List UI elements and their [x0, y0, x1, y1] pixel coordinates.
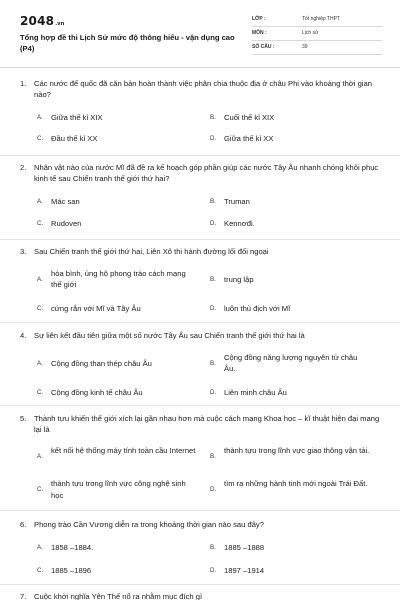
document-meta	[252, 14, 382, 56]
option-text: 1885 –1888	[224, 543, 265, 553]
question-text: Phong trào Cần Vương diễn ra trong khoảng thời gian nào sau đây?	[34, 520, 264, 529]
option-text: thành tựu trong lĩnh vực giao thông vận tải.	[224, 446, 370, 456]
question-divider	[0, 405, 400, 406]
option-letter: C.	[37, 486, 44, 494]
answer-options	[20, 108, 382, 146]
option-letter: D.	[210, 135, 217, 143]
question-text: Các nước đế quốc đã căn bản hoàn thành việc phân chia thuộc địa ở châu Phi vào khoảng thời gian nào?	[34, 79, 372, 100]
meta-label: SỐ CÂU :	[252, 44, 275, 50]
option-text: kết nối hệ thống máy tính toàn cầu Internet	[51, 446, 196, 456]
option-letter: D.	[210, 305, 217, 313]
question-divider	[0, 239, 400, 240]
option-text: cứng rắn với Mĩ và Tây Âu	[51, 304, 141, 314]
question-text: Cuộc khởi nghĩa Yên Thế nổ ra nhằm mục đích gì	[34, 592, 203, 600]
question-divider	[0, 322, 400, 323]
question-6	[20, 519, 382, 582]
question-4	[20, 330, 382, 405]
option-letter: D.	[210, 389, 217, 397]
option-text: Mác san	[51, 197, 80, 207]
question-3	[20, 246, 382, 321]
question-stem	[20, 330, 382, 341]
option-text: Đầu thế kỉ XX	[51, 134, 98, 144]
question-text: Sau Chiến tranh thế giới thứ hai, Liên Xô thi hành đường lối đối ngoại	[34, 247, 269, 256]
option-letter: B.	[210, 453, 216, 461]
question-number: 7.	[20, 592, 27, 600]
option-text: Rudoven	[51, 219, 82, 229]
answer-options	[20, 265, 382, 321]
option-letter: C.	[37, 305, 44, 313]
option-letter: B.	[210, 198, 216, 206]
meta-row-count	[252, 42, 382, 55]
option-letter: D.	[210, 567, 217, 575]
option-letter: A.	[37, 276, 43, 284]
question-stem	[20, 519, 382, 530]
option-letter: C.	[37, 220, 44, 228]
option-letter: B.	[210, 360, 216, 368]
question-text: Nhân vật nào của nước Mĩ đã đề ra kế hoạch góp phần giúp các nước Tây Âu nhanh chóng khôi phục kinh tế sau Chiến tranh thế giới thứ hai?	[34, 163, 379, 184]
option-text: 1885 –1896	[51, 566, 92, 576]
question-text: Sự liên kết đầu tiên giữa một số nước Tây Âu sau Chiến tranh thế giới thứ hai là	[34, 331, 305, 340]
option-text: Cộng đồng than thép châu Âu	[51, 359, 152, 369]
option-letter: C.	[37, 135, 44, 143]
header-divider	[0, 67, 400, 68]
answer-options	[20, 443, 382, 509]
meta-label: MÔN :	[252, 30, 267, 36]
question-number: 5.	[20, 414, 27, 423]
option-letter: C.	[37, 389, 44, 397]
question-number: 2.	[20, 163, 27, 172]
question-number: 3.	[20, 247, 27, 256]
question-number: 4.	[20, 331, 27, 340]
meta-row-subject	[252, 28, 382, 41]
question-divider	[0, 584, 400, 585]
meta-value: 39	[302, 44, 308, 50]
question-number: 6.	[20, 520, 27, 529]
question-stem	[20, 162, 382, 184]
question-stem	[20, 591, 382, 600]
question-2	[20, 162, 382, 232]
meta-value: Tốt nghiệp THPT	[302, 16, 340, 22]
site-logo[interactable]	[20, 14, 65, 28]
option-text: Cộng đồng kinh tế châu Âu	[51, 388, 143, 398]
option-text: trung lập	[224, 275, 254, 285]
option-letter: B.	[210, 544, 216, 552]
question-1	[20, 78, 382, 146]
option-text: Giữa thế kỉ XX	[224, 134, 274, 144]
option-text: Giữa thế kỉ XIX	[51, 113, 103, 123]
option-letter: A.	[37, 453, 43, 461]
option-text: luôn thù địch với Mĩ	[224, 304, 291, 314]
question-divider	[0, 155, 400, 156]
option-text: hòa bình, ủng hộ phong trào cách mạng thế giới	[51, 269, 186, 290]
answer-options	[20, 192, 382, 232]
option-text: Truman	[224, 197, 250, 207]
option-letter: C.	[37, 567, 44, 575]
logo-main-text: 2048	[20, 14, 55, 28]
question-stem	[20, 413, 382, 435]
option-letter: D.	[210, 220, 217, 228]
question-5	[20, 413, 382, 509]
meta-label: LỚP :	[252, 16, 266, 22]
question-stem	[20, 78, 382, 100]
question-number: 1.	[20, 79, 27, 88]
meta-value: Lịch sử	[302, 30, 319, 36]
option-text: Kennơđi.	[224, 219, 255, 229]
question-text: Thành tựu khiến thế giới xích lại gần nhau hơn mà cuộc cách mạng Khoa học – kĩ thuật hiện đại mang lại là	[34, 414, 380, 435]
document-title: Tổng hợp đề thi Lịch Sử mức độ thông hiểu - vận dụng cao (P4)	[20, 33, 235, 53]
document-header	[20, 14, 382, 62]
question-7	[20, 591, 382, 600]
option-text: Cuối thế kỉ XIX	[224, 113, 275, 123]
answer-options	[20, 349, 382, 405]
option-letter: A.	[37, 198, 43, 206]
option-text: Liên minh châu Âu	[224, 388, 287, 398]
option-letter: A.	[37, 360, 43, 368]
option-text: Cộng đồng năng lượng nguyên tử châu Âu.	[224, 353, 358, 374]
option-text: 1897 –1914	[224, 566, 265, 576]
option-letter: A.	[37, 114, 43, 122]
logo-domain-text: .vn	[55, 21, 65, 27]
question-stem	[20, 246, 382, 257]
meta-row-class	[252, 14, 382, 27]
option-letter: B.	[210, 276, 216, 284]
option-text: tìm ra những hành tinh mới ngoài Trái Đất.	[224, 479, 368, 489]
option-letter: B.	[210, 114, 216, 122]
option-text: 1858 –1884.	[51, 543, 94, 553]
question-divider	[0, 510, 400, 511]
answer-options	[20, 538, 382, 582]
option-letter: D.	[210, 486, 217, 494]
option-text: thành tựu trong lĩnh vực công nghệ sinh học	[51, 479, 186, 500]
option-letter: A.	[37, 544, 43, 552]
